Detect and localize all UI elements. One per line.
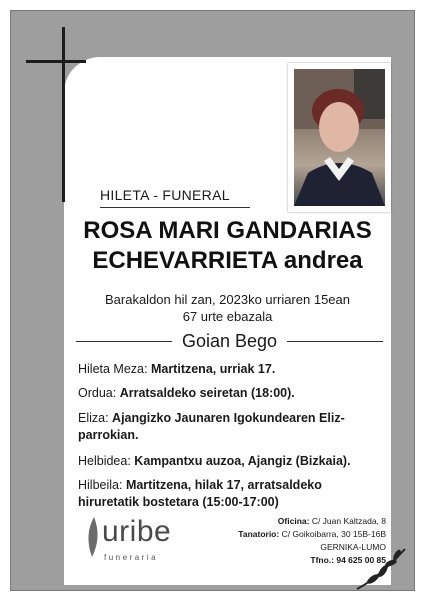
epitaph-row bbox=[76, 328, 383, 354]
cross-icon-bar bbox=[26, 60, 86, 63]
deceased-name-line2: ECHEVARRIETA andrea bbox=[92, 247, 363, 274]
phone-label: Tfno.: bbox=[310, 555, 334, 565]
tanatorio-label: Tanatorio: bbox=[238, 529, 280, 539]
city-line: GERNIKA-LUMO bbox=[320, 542, 386, 552]
epitaph: Goian Bego bbox=[181, 330, 278, 351]
detail-value: Kampantxu auzoa, Ajangiz (Bizkaia). bbox=[134, 454, 351, 468]
detail-label: Eliza: bbox=[78, 411, 113, 425]
detail-value: Arratsaldeko seiretan (18:00). bbox=[119, 386, 295, 400]
detail-label: Ordua: bbox=[78, 386, 120, 400]
cross-icon bbox=[62, 27, 65, 202]
detail-label: Helbidea: bbox=[78, 454, 135, 468]
detail-value: Ajangizko Jaunaren Igokundearen Eliz-parrokian. bbox=[78, 411, 345, 442]
portrait-photo bbox=[288, 63, 391, 212]
age-note: 67 urte ebazala bbox=[182, 309, 273, 324]
detail-value: Martitzena, hilak 17, arratsaldeko hiruretatik bostetara (15:00-17:00) bbox=[78, 478, 322, 509]
detail-mass bbox=[78, 361, 378, 378]
detail-label: Hileta Meza: bbox=[78, 362, 151, 376]
office-label: Oficina: bbox=[277, 516, 310, 526]
tanatorio-value: C/ Goikoibarra, 30 15B-16B bbox=[279, 529, 386, 539]
detail-address bbox=[78, 453, 378, 470]
portrait-image bbox=[294, 69, 385, 206]
divider-right bbox=[287, 341, 383, 342]
logo-wordmark: uribe bbox=[102, 515, 172, 548]
divider-left bbox=[76, 341, 172, 342]
detail-time bbox=[78, 385, 378, 402]
detail-label: Hilbeila: bbox=[78, 478, 126, 492]
phone-value: 94 625 00 85 bbox=[334, 555, 386, 565]
office-line bbox=[186, 515, 386, 528]
deceased-name-line1: ROSA MARI GANDARIAS bbox=[83, 217, 372, 244]
detail-wake bbox=[78, 477, 378, 511]
detail-church bbox=[78, 410, 378, 444]
office-value: C/ Juan Kaltzada, 8 bbox=[309, 516, 386, 526]
deceased-name bbox=[64, 216, 391, 276]
olive-branch-icon bbox=[355, 545, 409, 591]
logo-subtitle: funeraria bbox=[104, 553, 159, 562]
detail-value: Martitzena, urriak 17. bbox=[150, 362, 276, 376]
tanatorio-line bbox=[186, 528, 386, 541]
funeral-home-logo bbox=[82, 515, 182, 567]
death-note: Barakaldon hil zan, 2023ko urriaren 15ean bbox=[104, 292, 350, 307]
funeral-heading: HILETA - FUNERAL bbox=[100, 187, 250, 208]
